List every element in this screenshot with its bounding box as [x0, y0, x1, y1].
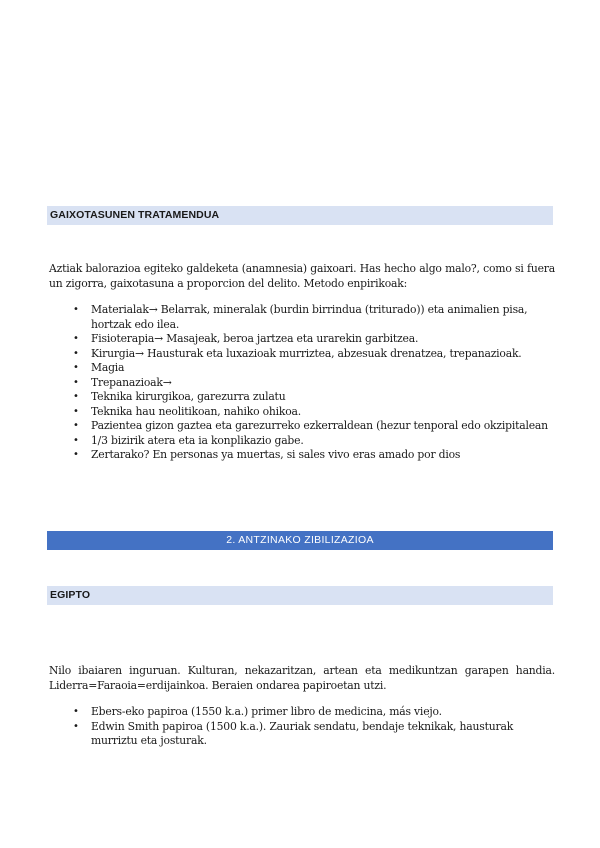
list-item: • Fisioterapia→ Masajeak, beroa jartzea eta urarekin garbitzea. [49, 332, 555, 347]
list-item: • Ebers-eko papiroa (1550 k.a.) primer libro de medicina, más viejo. [49, 705, 555, 720]
list-item: • Edwin Smith papiroa (1500 k.a.). Zauriak sendatu, bendaje teknikak, hausturak murriztu eta josturak. [49, 720, 555, 749]
egipto-list [49, 705, 555, 749]
tratamendua-list [49, 303, 555, 463]
list-item: • Pazientea gizon gaztea eta garezurreko ezkerraldean (hezur tenporal edo okzipitalean [49, 419, 555, 434]
list-item: • 1/3 bizirik atera eta ia konplikazio gabe. [49, 434, 555, 449]
list-item: • Zertarako? En personas ya muertas, si sales vivo eras amado por dios [49, 448, 555, 463]
egipto-intro-paragraph: Nilo ibaiaren inguruan. Kulturan, nekazaritzan, artean eta medikuntzan garapen handia. Liderra=Faraoia=erdijainkoa. Beraien ondarea papiroetan utzi. [49, 664, 555, 692]
list-item: • Teknika hau neolitikoan, nahiko ohikoa. [49, 405, 555, 420]
chapter-heading: 2. ANTZINAKO ZIBILIZAZIOA [47, 531, 553, 550]
tratamendua-intro-paragraph: Aztiak balorazioa egiteko galdeketa (anamnesia) gaixoari. Has hecho algo malo?, como si fuera un zigorra, gaixotasuna a proporcion del delito. Metodo enpirikoak: [49, 262, 555, 290]
list-item: • Materialak→ Belarrak, mineralak (burdin birrindua (triturado)) eta animalien pisa, hortzak edo ilea. [49, 303, 555, 332]
list-item: • Trepanazioak→ [49, 376, 555, 391]
list-item: • Teknika kirurgikoa, garezurra zulatu [49, 390, 555, 405]
list-item: • Kirurgia→ Hausturak eta luxazioak murriztea, abzesuak drenatzea, trepanazioak. [49, 347, 555, 362]
list-item: • Magia [49, 361, 555, 376]
section-heading-egipto: EGIPTO [47, 586, 553, 605]
section-heading-tratamendua: GAIXOTASUNEN TRATAMENDUA [47, 206, 553, 225]
